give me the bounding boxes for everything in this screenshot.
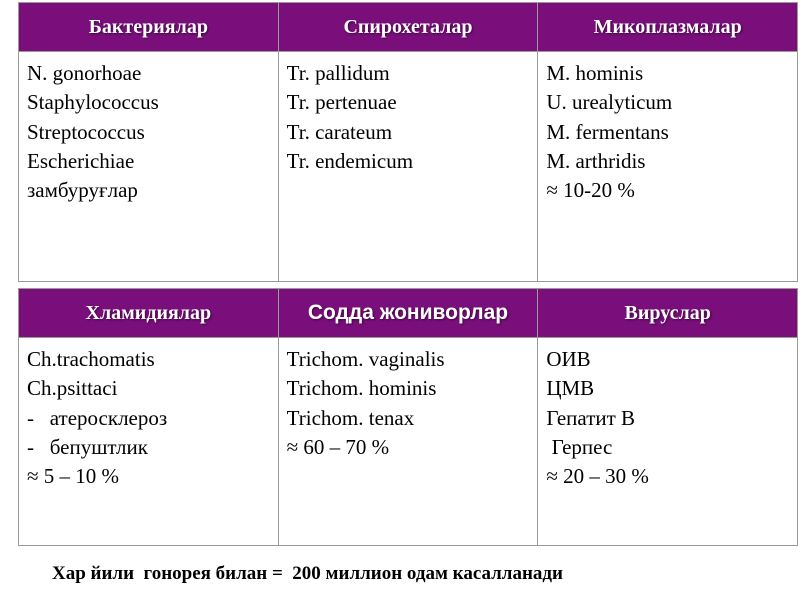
list-item: Staphylococcus [27,90,159,115]
cell-chlamydia [19,338,279,546]
list-item: Tr. endemicum [286,148,414,173]
list-item: замбуруғлар [27,178,138,203]
cell-bacteria [19,52,279,282]
cell-protozoa [278,338,538,546]
list-item: Trichom. vaginalis [286,347,445,371]
table-row [19,338,798,546]
cell-spirochetes [278,52,538,282]
header-chlamydia: Хламидиялар [19,289,279,338]
table-row [19,52,798,282]
list-item: ≈ 20 – 30 % [546,464,649,489]
list-item: U. urealyticum [546,90,673,115]
list-item: Ch.psittaci [27,376,118,401]
list-item: Escherichiae [27,148,135,173]
list-item: ≈ 10-20 % [546,178,635,203]
list-item: Tr. pertenuae [286,90,397,115]
header-mycoplasmas: Микоплазмалар [538,3,798,52]
list-item: ОИВ [546,347,591,371]
list-item: Герпес [546,434,613,459]
list-item: - атеросклероз [27,405,168,430]
list-item: - бепуштлик [27,434,148,459]
list-item: Streptococcus [27,119,145,144]
list-item: ≈ 5 – 10 % [27,464,120,489]
footer-note: Хар йили гонорея билан = 200 миллион одам касалланади [52,563,563,584]
list-item: Tr. carateum [286,119,393,144]
list-item: ЦМВ [546,376,595,401]
pathogens-table-bottom [18,288,798,546]
list-item: M. arthridis [546,148,646,173]
cell-mycoplasmas [538,52,798,282]
header-spirochetes: Спирохеталар [278,3,538,52]
list-item: Tr. pallidum [286,61,390,85]
cell-viruses [538,338,798,546]
list-item: Гепатит В [546,405,636,430]
header-viruses: Вируслар [538,289,798,338]
list-item: Trichom. tenax [286,405,415,430]
pathogens-table-top [18,2,798,282]
table-header-row [19,3,798,52]
header-bacteria: Бактериялар [19,3,279,52]
list-item: Ch.trachomatis [27,347,155,371]
list-item: M. hominis [546,61,644,85]
list-item: Trichom. hominis [286,376,437,401]
table-header-row [19,289,798,338]
list-item: M. fermentans [546,119,669,144]
header-protozoa: Содда жониворлар [278,289,538,338]
list-item: N. gonorhoae [27,61,142,85]
list-item: ≈ 60 – 70 % [286,434,390,459]
